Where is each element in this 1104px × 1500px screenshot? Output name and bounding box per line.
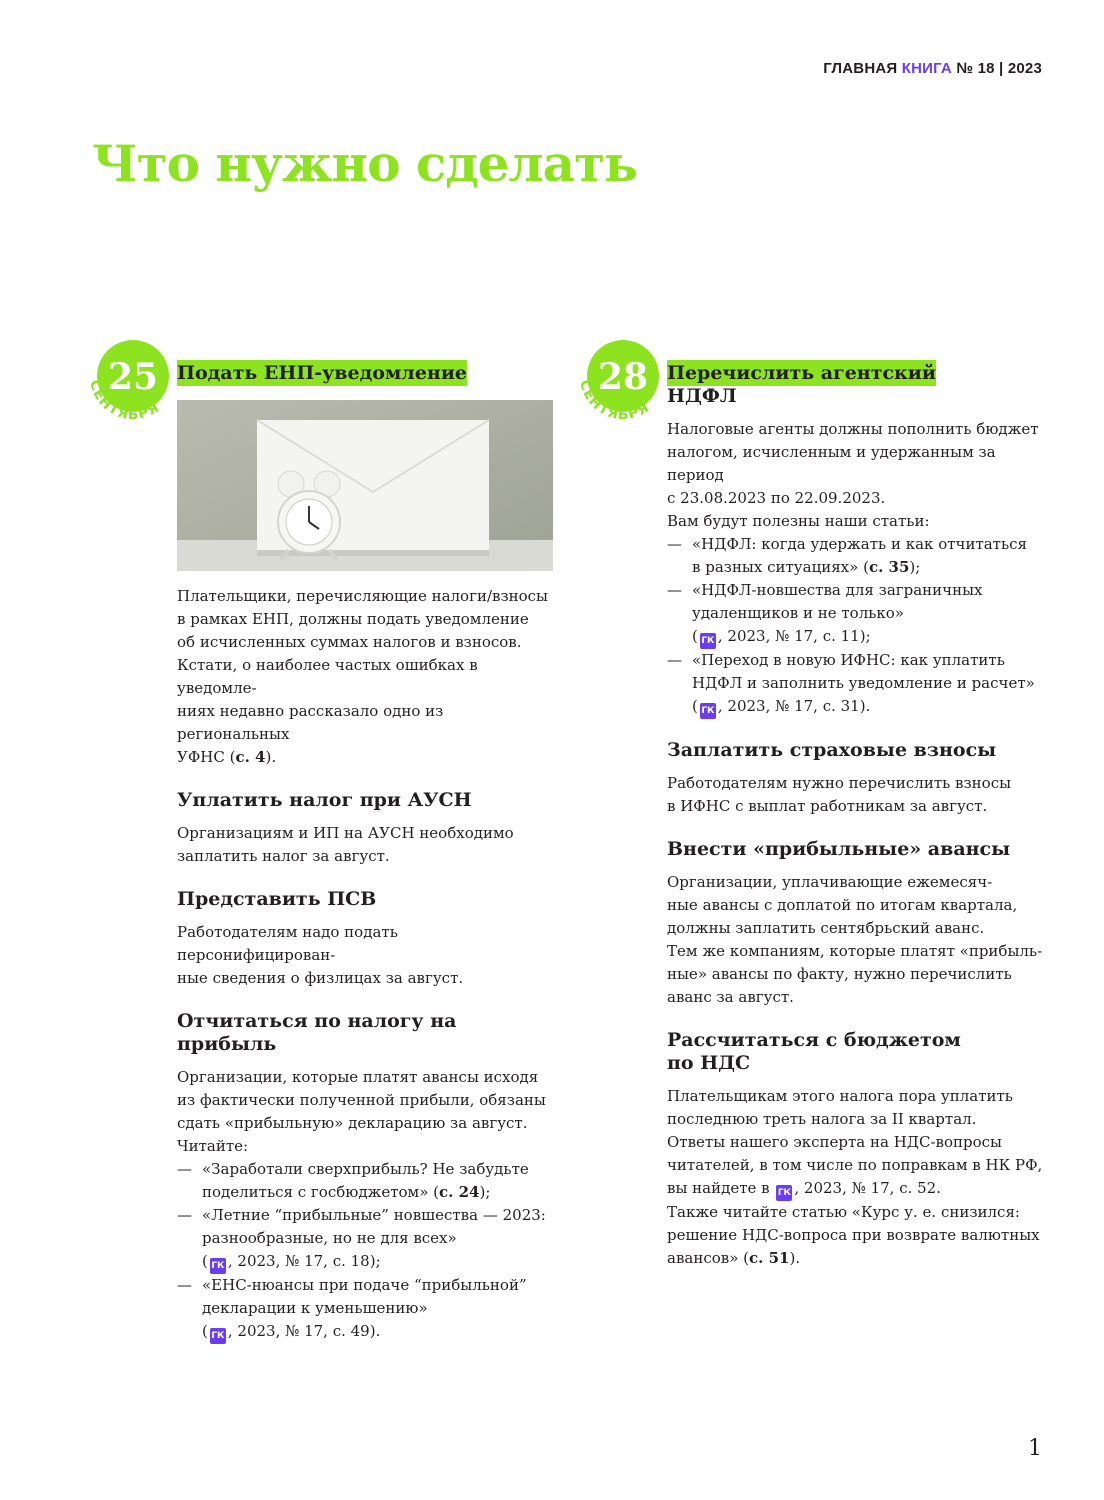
reference-item[interactable]: — «Летние “прибыльные” новшества — 2023: разнообразные, но не для всех» ( ГК , 2023, № 17, с. 18); [177,1204,557,1274]
issue-number: № 18 | 2023 [956,60,1042,77]
right-section-1-line-1: Налоговые агенты должны пополнить бюджет [667,420,1039,438]
left-section-4-title: Отчитаться по налогу на прибыль [177,1010,457,1055]
page-title: Что нужно сделать [92,134,637,193]
gk-logo-icon: ГК [210,1328,226,1344]
left-section-1-line-6: УФНС (с. 4). [177,748,277,766]
left-column [177,362,557,1344]
brand-accent: КНИГА [901,60,952,77]
left-section-1-line-3: об исчисленных суммах налогов и взносов. [177,633,522,651]
right-section-4-line-6: Также читайте статью «Курс у. е. снизился: [667,1203,1020,1221]
right-section-3-title: Внести «прибыльные» авансы [667,838,1011,860]
right-section-4-line-5: вы найдете в ГК , 2023, № 17, с. 52. [667,1177,1057,1201]
left-reference-list [177,1158,557,1344]
date-day-left: 25 [107,356,159,398]
left-section-4-line-3: сдать «прибыльную» декларацию за август. [177,1114,528,1132]
right-section-4-line-7: решение НДС-вопроса при возврате валютных [667,1226,1040,1244]
right-section-1-line-3: с 23.08.2023 по 22.09.2023. [667,489,886,507]
date-month-right: СЕНТЯБРЯ [576,378,653,424]
left-section-4-line-1: Организации, которые платят авансы исходя [177,1068,539,1086]
gk-logo-icon: ГК [700,633,716,649]
magazine-header [823,60,1042,77]
page-ref-link[interactable]: с. 35 [868,558,910,576]
envelope-clock-photo [177,400,553,571]
page-ref-link[interactable]: с. 51 [749,1249,790,1267]
right-section-3-line-6: аванс за август. [667,988,794,1006]
right-section-3-line-5: ные» авансы по факту, нужно перечислить [667,965,1012,983]
left-section-3-title: Представить ПСВ [177,888,377,910]
reference-item[interactable]: — «НДФЛ-новшества для заграничных удаленщиков и не только» ( ГК , 2023, № 17, с. 11); [667,579,1057,649]
left-section-2-line-2: заплатить налог за август. [177,847,390,865]
left-section-4-line-4: Читайте: [177,1137,249,1155]
right-section-4-line-8: авансов» (с. 51). [667,1249,801,1267]
right-section-3-line-1: Организации, уплачивающие ежемесяч- [667,873,993,891]
left-section-1-line-5: ниях недавно рассказало одно из региональных [177,702,444,743]
right-section-4-line-2: последнюю треть налога за II квартал. [667,1110,977,1128]
left-section-3-line-2: ные сведения о физлицах за август. [177,969,464,987]
reference-item[interactable]: — «ЕНС-нюансы при подаче “прибыльной” декларации к уменьшению» ( ГК , 2023, № 17, с. 49). [177,1274,557,1344]
right-section-4-line-3: Ответы нашего эксперта на НДС-вопросы [667,1133,1002,1151]
right-section-4-title: Рассчитаться с бюджетом по НДС [667,1029,961,1074]
right-section-4-line-4: читателей, в том числе по поправкам в НК РФ, [667,1156,1043,1174]
right-section-1-title: Перечислить агентский НДФЛ [667,362,936,407]
left-section-3-line-1: Работодателям надо подать персонифицирован- [177,923,398,964]
reference-item[interactable]: — «Переход в новую ИФНС: как уплатить НДФЛ и заполнить уведомление и расчет» ( ГК , 2023, № 17, с. 31). [667,649,1057,719]
right-section-2-line-1: Работодателям нужно перечислить взносы [667,774,1012,792]
reference-item[interactable]: — «Заработали сверхприбыль? Не забудьте поделиться с госбюджетом» (с. 24); [177,1160,529,1201]
brand-main: ГЛАВНАЯ [823,60,898,77]
page-ref-link[interactable]: с. 4 [235,748,266,766]
left-section-2-title: Уплатить налог при АУСН [177,789,472,811]
reference-item[interactable]: — «НДФЛ: когда удержать и как отчитаться в разных ситуациях» (с. 35); [667,535,1028,576]
gk-logo-icon: ГК [776,1185,792,1201]
left-section-4-line-2: из фактически полученной прибыли, обязаны [177,1091,546,1109]
right-section-2-title: Заплатить страховые взносы [667,739,997,761]
right-section-1-line-2: налогом, исчисленным и удержанным за период [667,443,996,484]
right-section-3-line-2: ные авансы с доплатой по итогам квартала, [667,896,1018,914]
left-section-1-line-4: Кстати, о наиболее частых ошибках в уведомле- [177,656,478,697]
page-ref-link[interactable]: с. 24 [439,1183,480,1201]
page-number: 1 [1028,1436,1042,1461]
gk-logo-icon: ГК [210,1258,226,1274]
gk-logo-icon: ГК [700,703,716,719]
left-section-1-line-1: Плательщики, перечисляющие налоги/взносы [177,587,548,605]
date-day-right: 28 [597,356,649,398]
right-reference-list [667,533,1057,719]
left-section-2-line-1: Организациям и ИП на АУСН необходимо [177,824,514,842]
date-month-left: СЕНТЯБРЯ [86,378,163,424]
right-section-4-line-1: Плательщикам этого налога пора уплатить [667,1087,1013,1105]
right-column [667,362,1057,1270]
right-section-1-line-4: Вам будут полезны наши статьи: [667,512,930,530]
right-section-3-line-4: Тем же компаниям, которые платят «прибыль- [667,942,1043,960]
left-section-1-line-2: в рамках ЕНП, должны подать уведомление [177,610,529,628]
left-section-1-title: Подать ЕНП-уведомление [177,362,468,384]
right-section-3-line-3: должны заплатить сентябрьский аванс. [667,919,985,937]
right-section-2-line-2: в ИФНС с выплат работникам за август. [667,797,988,815]
